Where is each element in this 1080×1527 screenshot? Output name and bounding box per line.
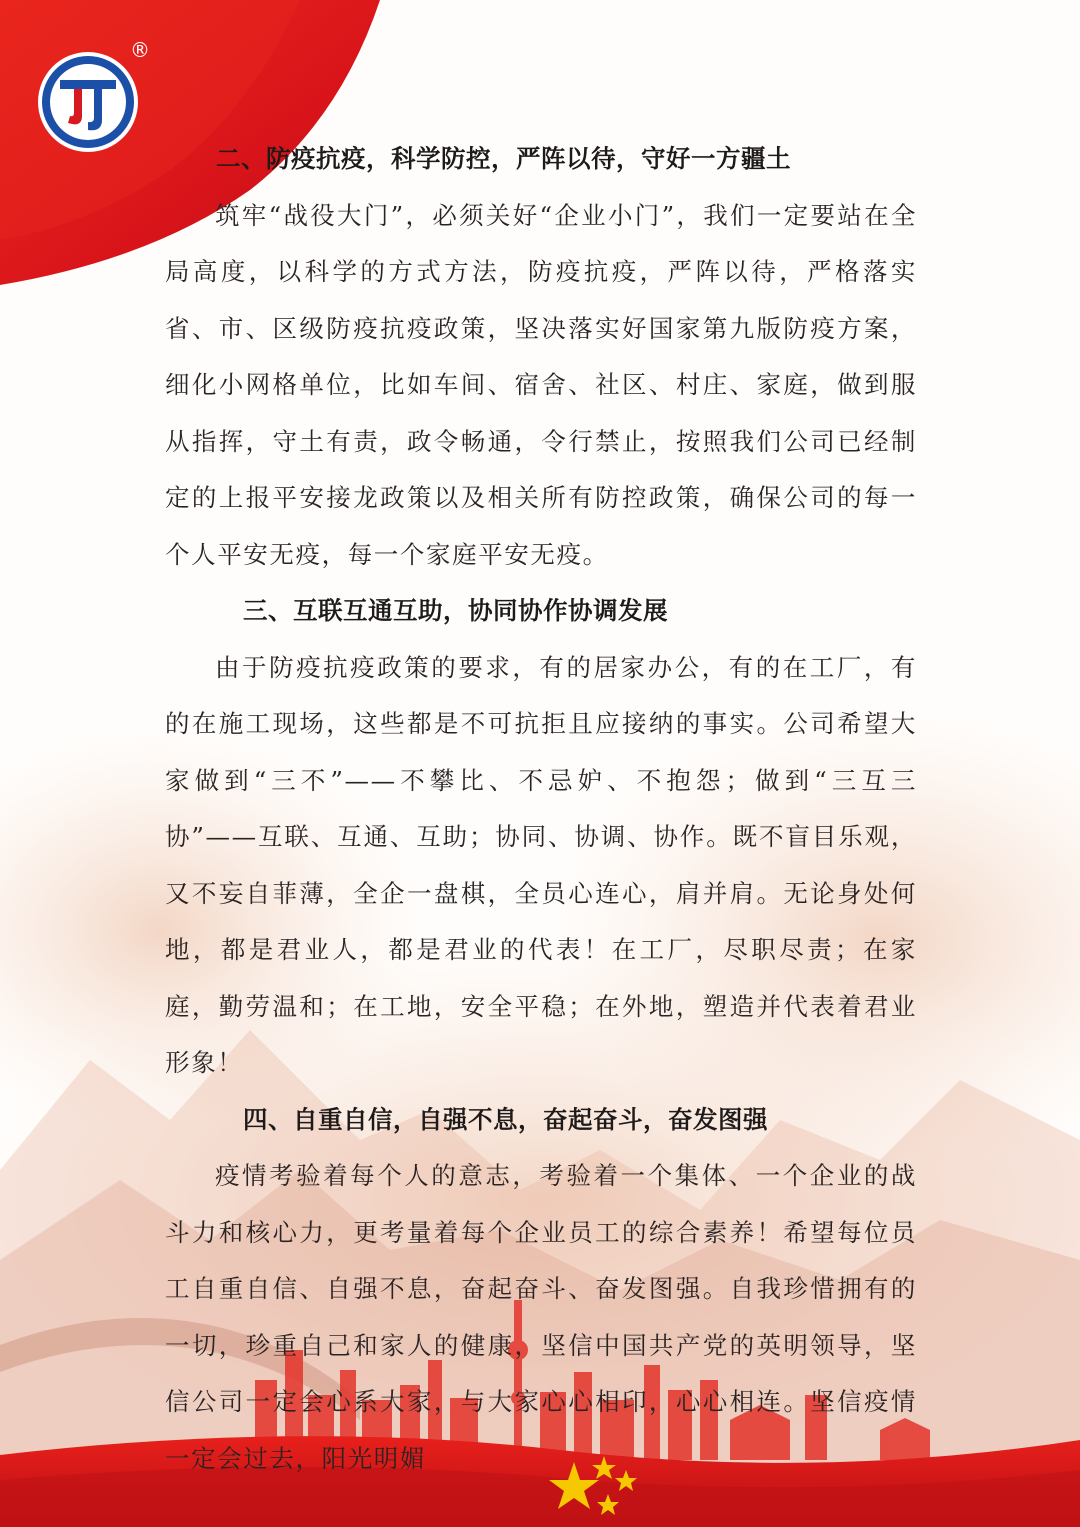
section-heading-3: 三、互联互通互助，协同协作协调发展 (243, 596, 668, 625)
section-paragraph-2: 筑牢“战役大门”，必须关好“企业小门”，我们一定要站在全局高度，以科学的方式方法，防疫抗疫，严阵以待，严格落实省、市、区级防疫抗疫政策，坚决落实好国家第九版防疫方案，细化小网格单位，比如车间、宿舍、社区、村庄、家庭，做到服从指挥，守土有责，政令畅通，令行禁止，按照我们公司已经制定的上报平安接龙政策以及相关所有防控政策，确保公司的每一个人平安无疫，每一个家庭平安无疫。 (165, 200, 917, 569)
section-paragraph-3: 由于防疫抗疫政策的要求，有的居家办公，有的在工厂，有的在施工现场，这些都是不可抗拒且应接纳的事实。公司希望大家做到“三不”——不攀比、不忌妒、不抱怨；做到“三互三协”——互联、互通、互助；协同、协调、协作。既不盲目乐观，又不妄自菲薄，全企一盘棋，全员心连心，肩并肩。无论身处何地，都是君业人，都是君业的代表！在工厂，尽职尽责；在家庭，勤劳温和；在工地，安全平稳；在外地，塑造并代表着君业形象！ (165, 652, 917, 1077)
section-heading-2: 二、防疫抗疫，科学防控，严阵以待，守好一方疆土 (216, 144, 791, 173)
section-heading-4: 四、自重自信，自强不息，奋起奋斗，奋发图强 (243, 1104, 768, 1134)
article-body (165, 131, 917, 1487)
registered-mark: ® (130, 38, 150, 62)
section-paragraph-4: 疫情考验着每个人的意志，考验着一个集体、一个企业的战斗力和核心力，更考量着每个企业员工的综合素养！希望每位员工自重自信、自强不息，奋起奋斗、奋发图强。自我珍惜拥有的一切，珍重自己和家人的健康，坚信中国共产党的英明领导，坚信公司一定会心系大家，与大家心心相印，心心相连。坚信疫情一定会过去，阳光明媚 (165, 1161, 917, 1473)
company-logo-icon (36, 50, 140, 154)
